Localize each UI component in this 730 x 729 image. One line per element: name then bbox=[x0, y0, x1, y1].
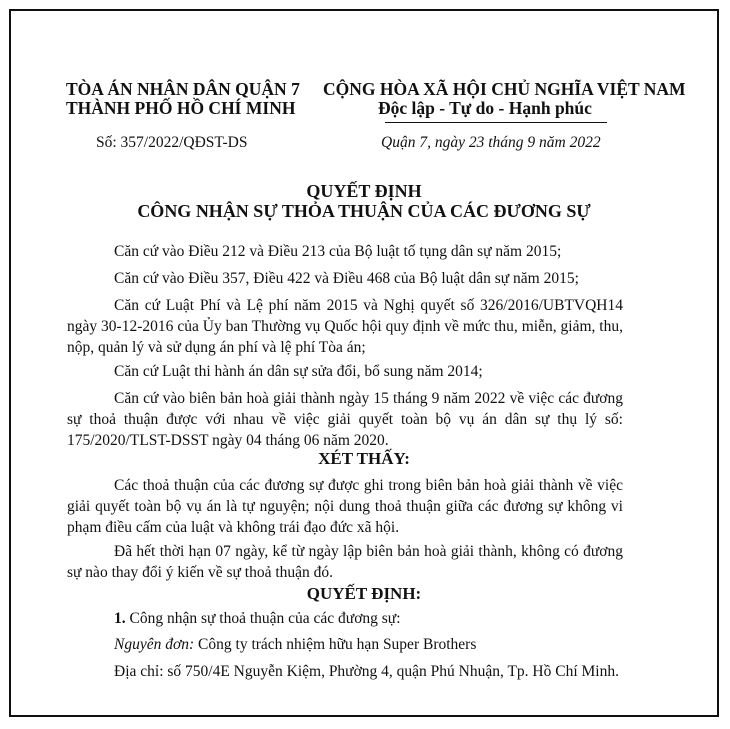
decision-subtitle: CÔNG NHẬN SỰ THỎA THUẬN CỦA CÁC ĐƯƠNG SỰ bbox=[137, 201, 591, 221]
motto-underline bbox=[385, 122, 607, 123]
decision-item-1-text: Công nhận sự thoả thuận của các đương sự: bbox=[129, 610, 401, 627]
court-name-line1: TÒA ÁN NHÂN DÂN QUẬN 7 bbox=[66, 79, 300, 99]
decision-item-1-number: 1. bbox=[114, 610, 126, 627]
national-motto: Độc lập - Tự do - Hạnh phúc bbox=[378, 98, 592, 118]
document-page bbox=[9, 9, 719, 717]
decision-title: QUYẾT ĐỊNH bbox=[306, 181, 422, 201]
plaintiff-value: Công ty trách nhiệm hữu hạn Super Brothers bbox=[198, 636, 477, 653]
plaintiff-line bbox=[114, 636, 476, 654]
national-title: CỘNG HÒA XÃ HỘI CHỦ NGHĨA VIỆT NAM bbox=[323, 79, 686, 99]
basis-2: Căn cứ vào Điều 357, Điều 422 và Điều 468 của Bộ luật dân sự năm 2015; bbox=[114, 270, 579, 287]
place-and-date: Quận 7, ngày 23 tháng 9 năm 2022 bbox=[381, 134, 601, 151]
decision-heading: QUYẾT ĐỊNH: bbox=[306, 584, 422, 603]
basis-5: Căn cứ vào biên bản hoà giải thành ngày 15 tháng 9 năm 2022 về việc các đương sự thoả thuận được với nhau về việc giải quyết toàn bộ vụ án dân sự thụ lý số: 175/2020/TLST-DSST ngày 04 tháng 06 năm 2020. bbox=[67, 390, 623, 449]
basis-3: Căn cứ Luật Phí và Lệ phí năm 2015 và Nghị quyết số 326/2016/UBTVQH14 ngày 30-12-2016 của Ủy ban Thường vụ Quốc hội quy định về mức thu, miễn, giảm, thu, nộp, quản lý và sử dụng án phí và lệ phí Tòa án; bbox=[67, 297, 623, 356]
decision-item-1 bbox=[114, 610, 401, 628]
basis-4: Căn cứ Luật thi hành án dân sự sửa đổi, bổ sung năm 2014; bbox=[114, 363, 483, 380]
court-name-line2: THÀNH PHỐ HỒ CHÍ MINH bbox=[66, 98, 296, 118]
findings-paragraph-1: Các thoả thuận của các đương sự được ghi trong biên bản hoà giải thành về việc giải quyết toàn bộ vụ án là tự nguyện; nội dung thoả thuận giữa các đương sự không vi phạm điều cấm của luật và không trái đạo đức xã hội. bbox=[67, 477, 623, 536]
plaintiff-address: Địa chỉ: số 750/4E Nguyễn Kiệm, Phường 4, quận Phú Nhuận, Tp. Hồ Chí Minh. bbox=[114, 663, 619, 680]
findings-heading: XÉT THẤY: bbox=[318, 449, 410, 468]
plaintiff-label: Nguyên đơn: bbox=[114, 636, 195, 653]
document-number: Số: 357/2022/QĐST-DS bbox=[96, 134, 248, 151]
basis-1: Căn cứ vào Điều 212 và Điều 213 của Bộ luật tố tụng dân sự năm 2015; bbox=[114, 243, 562, 260]
findings-paragraph-2: Đã hết thời hạn 07 ngày, kể từ ngày lập biên bản hoà giải thành, không có đương sự nào thay đổi ý kiến về sự thoả thuận đó. bbox=[67, 543, 623, 581]
